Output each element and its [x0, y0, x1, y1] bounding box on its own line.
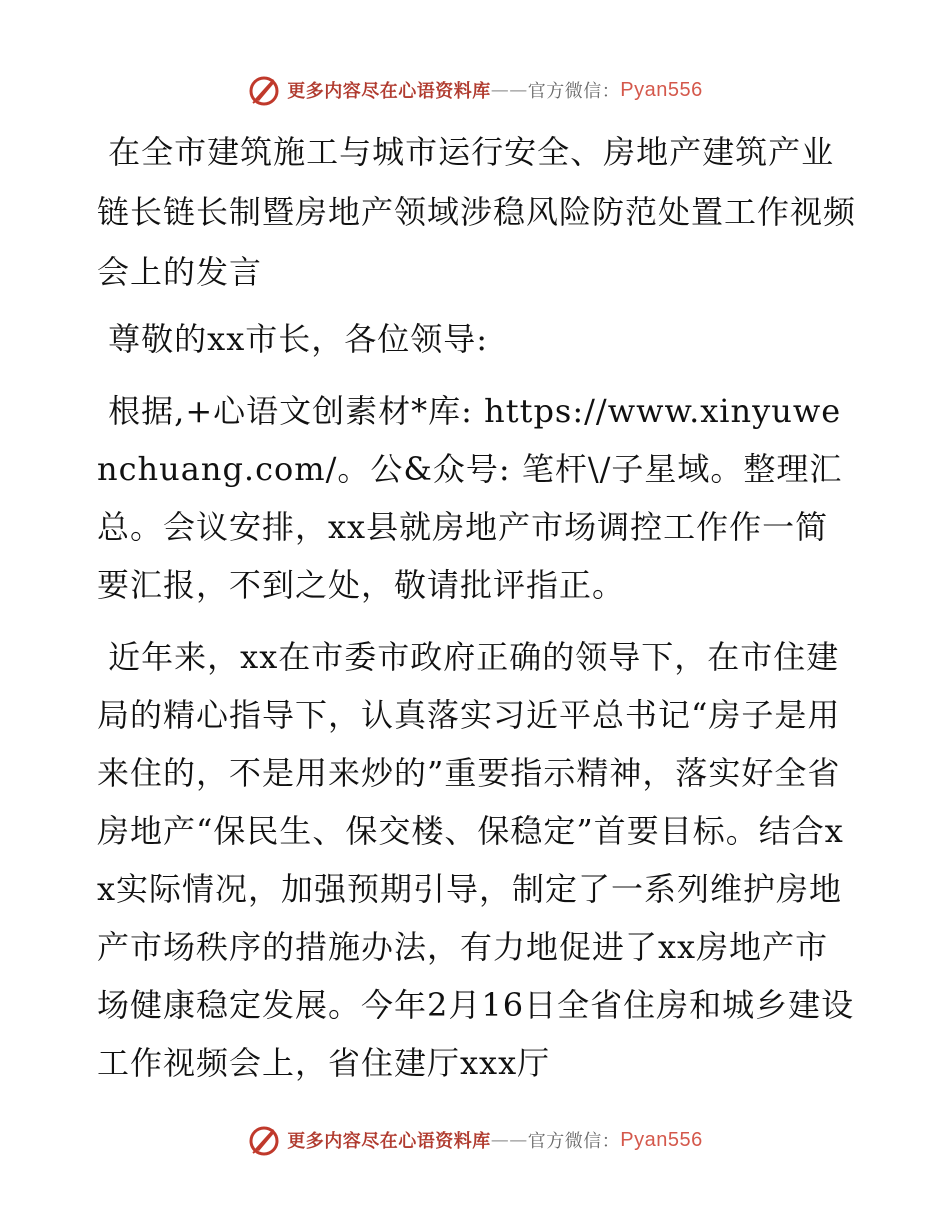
- paragraph-background: 近年来，xx在市委市政府正确的领导下，在市住建局的精心指导下，认真落实习近平总书记“房子是用来住的，不是用来炒的”重要指示精神，落实好全省房地产“保民生、保交楼、保稳定”首要目标。结合xx实际情况，加强预期引导，制定了一系列维护房地产市场秩序的措施办法，有力地促进了xx房地产市场健康稳定发展。今年2月16日全省住房和城乡建设工作视频会上，省住建厅xxx厅: [97, 638, 855, 1082]
- footer-watermark-banner: [0, 1120, 950, 1160]
- quill-pen-logo-icon: [247, 73, 281, 107]
- document-body: [97, 122, 857, 1106]
- paragraph-intro: 根据,+心语文创素材*库: https://www.xinyuwenchuang.com/。公&众号: 笔杆\/子星域。整理汇总。会议安排，xx县就房地产市场调控工作作一简要汇报，不到之处，敬请批评指正。: [97, 392, 843, 604]
- banner-main-text: 更多内容尽在心语资料库: [287, 1131, 491, 1152]
- banner-wechat-id: Pyan556: [620, 1128, 703, 1151]
- banner-wechat-id: Pyan556: [620, 78, 703, 101]
- banner-dash: ——: [490, 79, 528, 101]
- quill-pen-logo-icon: [247, 1123, 281, 1157]
- banner-wechat-label: 官方微信：: [527, 1131, 621, 1152]
- document-title: 在全市建筑施工与城市运行安全、房地产建筑产业链长链长制暨房地产领域涉稳风险防范处置工作视频会上的发言: [97, 133, 857, 291]
- banner-main-text: 更多内容尽在心语资料库: [287, 81, 491, 102]
- banner-dash: ——: [490, 1129, 528, 1151]
- paragraph-salutation: 尊敬的xx市长，各位领导:: [97, 320, 489, 358]
- banner-wechat-label: 官方微信：: [527, 81, 621, 102]
- header-watermark-banner: [0, 70, 950, 110]
